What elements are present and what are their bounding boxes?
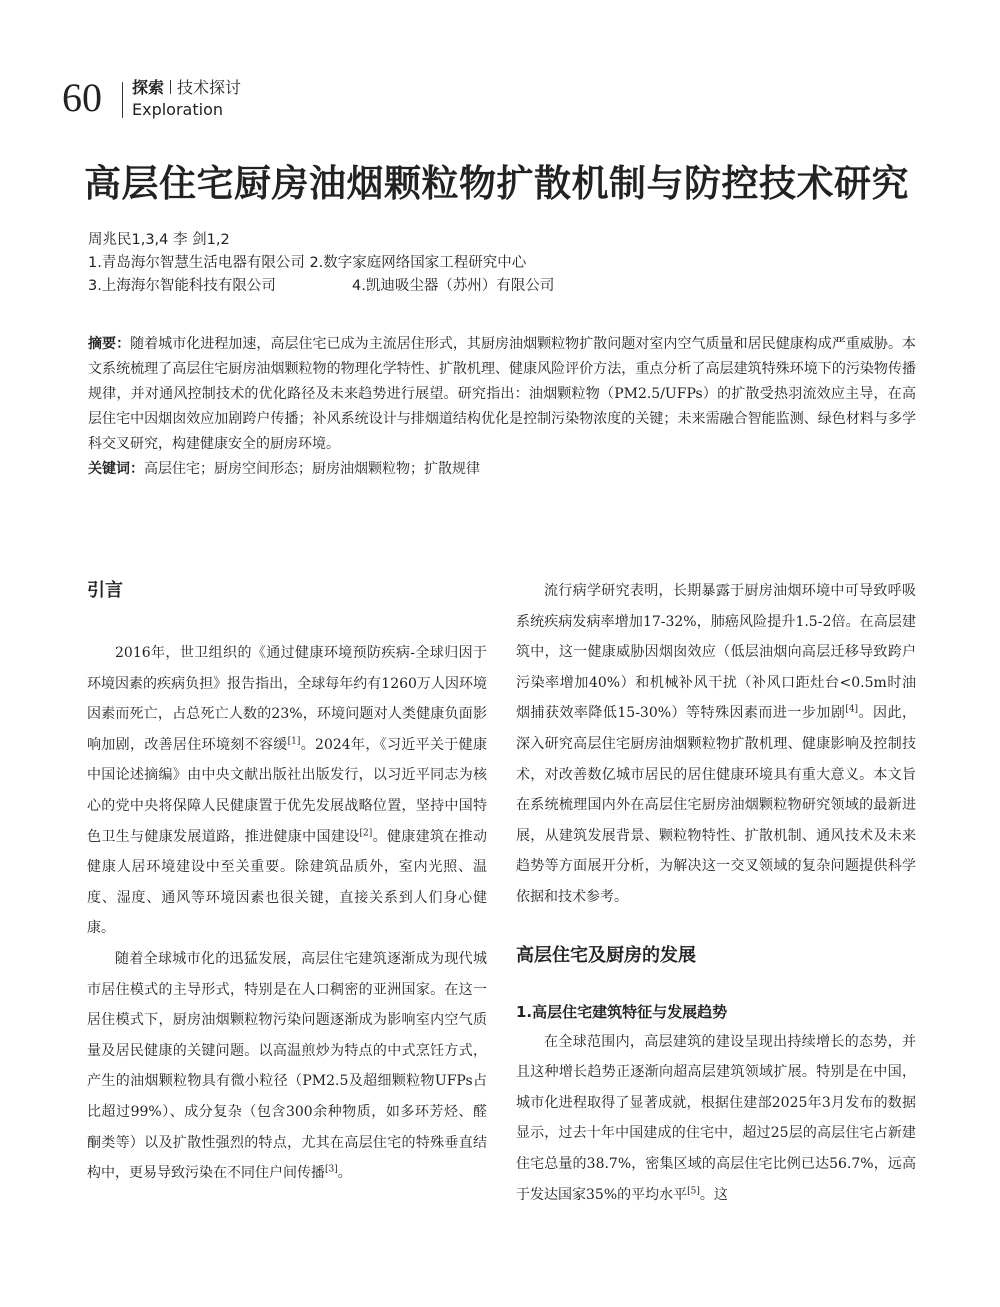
subsection-1-heading: 1.高层住宅建筑特征与发展趋势 [516,1002,728,1021]
citation-1: [1] [287,736,301,747]
section-label [132,78,241,98]
subsection-title: 技术探讨 [177,78,242,97]
abstract-label: 摘要： [88,336,131,352]
section-separator [170,80,171,94]
section-title: 探索 [132,78,165,97]
intro-heading: 引言 [87,580,123,601]
affiliation-2: 2.数字家庭网络国家工程研究中心 [309,255,527,271]
abstract-text: 随着城市化进程加速，高层住宅已成为主流居住形式，其厨房油烟颗粒物扩散问题对室内空气质量和居民健康构成严重威胁。本文系统梳理了高层住宅厨房油烟颗粒物的物理化学特性、扩散机理、健康风险评价方法，重点分析了高层建筑特殊环境下的污染物传播规律，并对通风控制技术的优化路径及未来趋势进行展望。研究指出：油烟颗粒物（PM2.5/UFPs）的扩散受热羽流效应主导，在高层住宅中因烟囱效应加剧跨户传播；补风系统设计与排烟道结构优化是控制污染物浓度的关键；未来需融合智能监测、绿色材料与多学科交叉研究，构建健康安全的厨房环境。 [88,336,917,452]
author-block [88,229,554,298]
affiliation-line-1 [88,252,554,275]
article-title: 高层住宅厨房油烟颗粒物扩散机制与防控技术研究 [84,162,909,205]
citation-4: [4] [845,704,859,715]
citation-2: [2] [359,827,373,838]
abstract [88,332,916,482]
affiliation-3: 3.上海海尔智能科技有限公司 [88,278,276,294]
intro-paragraph-2: 随着全球城市化的迅猛发展，高层住宅建筑逐渐成为现代城市居住模式的主导形式，特别是在人口稠密的亚洲国家。在这一居住模式下，厨房油烟颗粒物污染问题逐渐成为影响室内空气质量及居民健康的关键问题。以高温煎炒为特点的中式烹饪方式，产生的油烟颗粒物具有微小粒径（PM2.5及超细颗粒物UFPs占比超过99%）、成分复杂（包含300余种物质，如多环芳烃、醛酮类等）以及扩散性强烈的特点，尤其在高层住宅的特殊垂直结构中，更易导致污染在不同住户间传播[3]。 [87,950,487,1182]
page-number: 60 [62,75,102,120]
keywords-text: 高层住宅；厨房空间形态；厨房油烟颗粒物；扩散规律 [144,461,480,477]
affiliation-4: 4.凯迪吸尘器（苏州）有限公司 [352,278,555,294]
right-column [516,576,916,1210]
intro-paragraph-1: 2016年，世卫组织的《通过健康环境预防疾病-全球归因于环境因素的疾病负担》报告指出，全球每年约有1260万人因环境因素而死亡，占总死亡人数的23%，环境问题对人类健康负面影响加剧，改善居住环境刻不容缓[1]。2024年，《习近平关于健康中国论述摘编》由中央文献出版社出版发行，以习近平同志为核心的党中央将保障人民健康置于优先发展战略位置，坚持中国特色卫生与健康发展道路，推进健康中国建设[2]。健康建筑在推动健康人居环境建设中至关重要。除建筑品质外，室内光照、温度、湿度、通风等环境因素也很关键，直接关系到人们身心健康。 [87,645,488,937]
abstract-paragraph [88,332,916,457]
affiliation-1: 1.青岛海尔智慧生活电器有限公司 [88,255,305,271]
citation-5: [5] [687,1185,700,1196]
keywords-label: 关键词： [88,461,144,477]
intro-paragraph-3: 流行病学研究表明，长期暴露于厨房油烟环境中可导致呼吸系统疾病发病率增加17-32%，肺癌风险提升1.5-2倍。在高层建筑中，这一健康威胁因烟囱效应（低层油烟向高层迁移导致跨户污染率增加40%）和机械补风干扰（补风口距灶台<0.5m时油烟捕获效率降低15-30%）等特殊因素而进一步加剧[4]。因此，深入研究高层住宅厨房油烟颗粒物扩散机理、健康影响及控制技术，对改善数亿城市居民的居住健康环境具有重大意义。本文旨在系统梳理国内外在高层住宅厨房油烟颗粒物研究领域的最新进展，从建筑发展背景、颗粒物特性、扩散机制、通风技术及未来趋势等方面展开分析，为解决这一交叉领域的复杂问题提供科学依据和技术参考。 [516,583,916,905]
section-english: Exploration [132,100,223,119]
section-2-paragraph-1: 在全球范围内，高层建筑的建设呈现出持续增长的态势，并且这种增长趋势正逐渐向超高层建筑领域扩展。特别是在中国，城市化进程取得了显著成就，根据住建部2025年3月发布的数据显示，过去十年中国建成的住宅中，超过25层的高层住宅占新建住宅总量的38.7%，密集区域的高层住宅比例已达56.7%，远高于发达国家35%的平均水平[5]。这 [516,1033,916,1203]
author-names: 周兆民1,3,4 李 剑1,2 [88,232,230,248]
affiliation-line-2 [88,275,554,298]
section-2-heading: 高层住宅及厨房的发展 [516,944,696,966]
header-divider [122,82,123,118]
keywords-paragraph [88,457,916,482]
left-column [87,576,487,1189]
citation-3: [3] [325,1164,338,1175]
